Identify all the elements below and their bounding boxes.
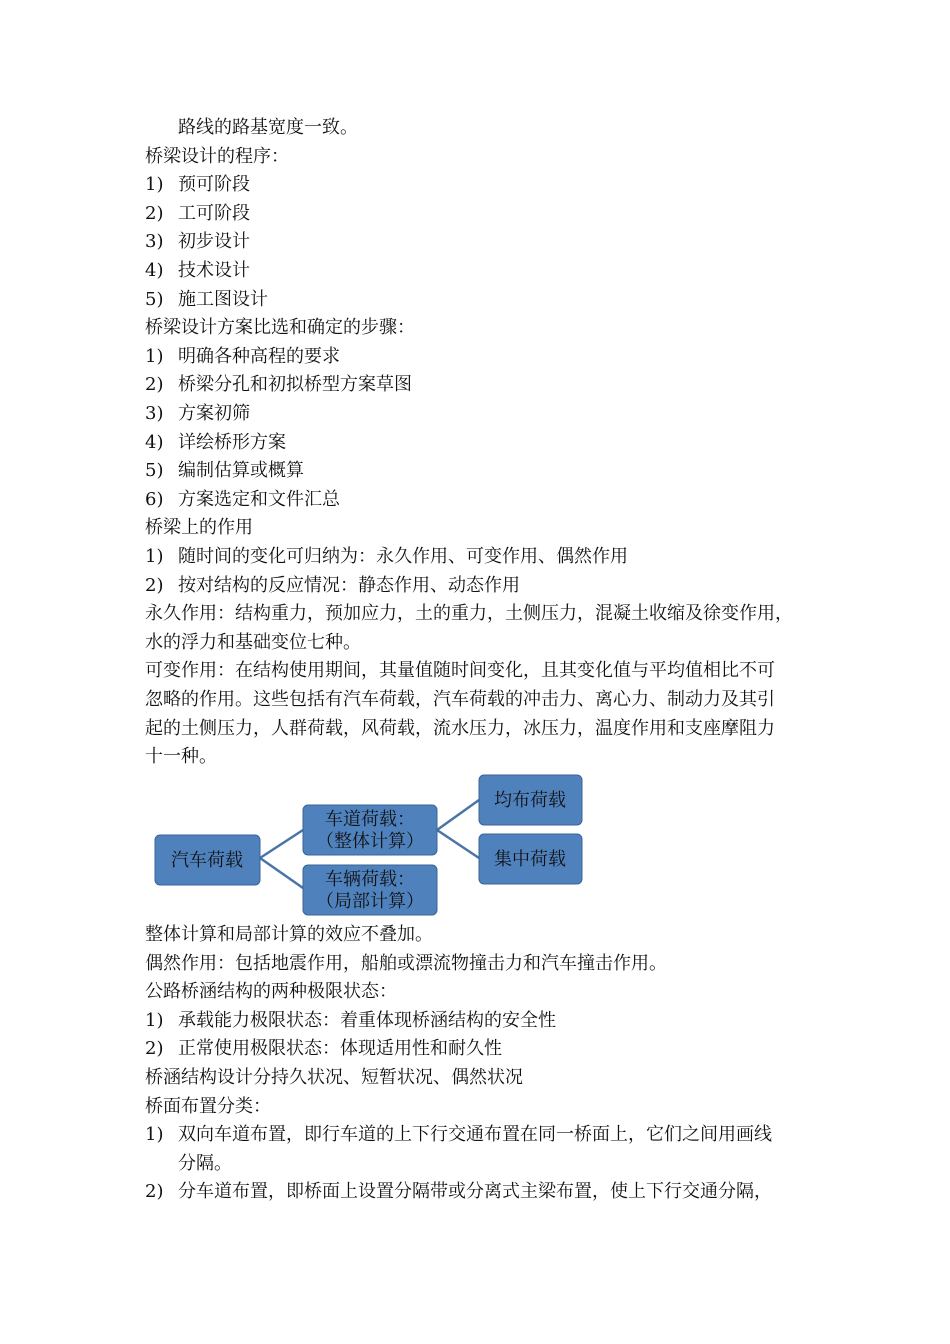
text-line — [145, 629, 810, 657]
list-item — [145, 286, 810, 314]
text-line — [145, 978, 810, 1006]
line-text: 桥涵结构设计分持久状况、短暂状况、偶然状况 — [145, 1067, 523, 1088]
line-text: 施工图设计 — [178, 288, 268, 310]
node-branch1 — [303, 805, 437, 855]
line-text: 双向车道布置，即行车道的上下行交通布置在同一桥面上，它们之间用画线 — [178, 1124, 772, 1146]
text-line — [145, 600, 810, 628]
node-root — [155, 835, 260, 885]
node-leaf2 — [479, 834, 582, 884]
list-number: 2) — [145, 1181, 164, 1203]
line-text: 详绘桥形方案 — [178, 431, 286, 453]
line-text: 承载能力极限状态：着重体现桥涵结构的安全性 — [178, 1009, 556, 1031]
list-number: 1) — [145, 546, 164, 567]
node-leaf1-label: 均布荷载 — [494, 790, 566, 811]
line-text: 忽略的作用。这些包括有汽车荷载，汽车荷载的冲击力、离心力、制动力及其引 — [145, 689, 775, 710]
line-text: 十一种。 — [145, 746, 217, 768]
list-number: 1) — [145, 174, 164, 196]
list-item — [145, 171, 810, 199]
line-text: 桥面布置分类： — [145, 1095, 271, 1117]
load-classification-diagram — [145, 770, 605, 920]
line-text: 桥梁设计的程序： — [145, 145, 289, 167]
line-text: 工可阶段 — [178, 202, 250, 224]
list-number: 1) — [145, 1124, 164, 1146]
line-text: 桥梁设计方案比选和确定的步骤： — [145, 317, 415, 339]
list-number: 3) — [145, 403, 164, 424]
text-line — [145, 715, 810, 743]
line-text: 预可阶段 — [178, 174, 250, 196]
line-text: 整体计算和局部计算的效应不叠加。 — [145, 924, 433, 945]
line-text: 公路桥涵结构的两种极限状态： — [145, 981, 397, 1003]
line-text: 分隔。 — [178, 1152, 232, 1174]
list-number: 1) — [145, 345, 164, 367]
node-root-label: 汽车荷载 — [171, 850, 243, 871]
list-item — [145, 228, 810, 256]
list-item — [145, 1121, 810, 1149]
connector-root-branch1 — [260, 830, 303, 858]
connector-branch1-leaf2 — [437, 830, 479, 858]
list-item — [145, 200, 810, 228]
line-text: 编制估算或概算 — [178, 460, 304, 482]
line-text: 分车道布置，即桥面上设置分隔带或分离式主梁布置，使上下行交通分隔， — [178, 1181, 772, 1203]
text-line — [145, 686, 810, 714]
line-text: 初步设计 — [178, 231, 250, 253]
list-item — [145, 343, 810, 371]
list-item — [145, 572, 810, 600]
text-line — [178, 114, 843, 142]
list-number: 4) — [145, 431, 164, 453]
list-number: 5) — [145, 288, 164, 310]
list-item — [145, 257, 810, 285]
list-number: 2) — [145, 202, 164, 224]
line-text: 桥梁上的作用 — [145, 517, 253, 539]
line-text: 起的土侧压力，人群荷载，风荷载，流水压力，冰压力，温度作用和支座摩阻力 — [145, 717, 775, 739]
line-text: 路线的路基宽度一致。 — [178, 117, 358, 138]
list-number: 1) — [145, 1009, 164, 1031]
node-leaf1 — [479, 775, 582, 825]
text-line — [145, 1064, 810, 1092]
line-text: 随时间的变化可归纳为：永久作用、可变作用、偶然作用 — [178, 546, 628, 567]
node-branch2-line2: （局部计算） — [316, 891, 424, 912]
text-line — [145, 314, 810, 342]
list-number: 3) — [145, 231, 164, 253]
node-branch2 — [303, 865, 437, 915]
line-text: 按对结构的反应情况：静态作用、动态作用 — [178, 574, 520, 596]
list-item — [145, 429, 810, 457]
node-branch2-line1: 车辆荷载： — [325, 869, 415, 890]
list-item — [145, 543, 810, 571]
text-line — [145, 950, 810, 978]
line-text: 正常使用极限状态：体现适用性和耐久性 — [178, 1038, 502, 1060]
line-text: 偶然作用：包括地震作用，船舶或漂流物撞击力和汽车撞击作用。 — [145, 952, 667, 974]
connector-branch1-leaf1 — [437, 800, 479, 830]
text-line — [145, 921, 810, 949]
text-line — [145, 657, 810, 685]
text-line — [145, 1093, 810, 1121]
node-leaf2-label: 集中荷载 — [494, 849, 566, 870]
list-item — [145, 1035, 810, 1063]
line-text: 方案选定和文件汇总 — [178, 488, 340, 510]
node-branch1-line2: （整体计算） — [316, 831, 424, 852]
line-text: 方案初筛 — [178, 403, 250, 424]
list-number: 2) — [145, 574, 164, 596]
list-item — [145, 1178, 810, 1206]
line-text: 永久作用：结构重力，预加应力，土的重力，土侧压力，混凝土收缩及徐变作用， — [145, 603, 793, 625]
list-number: 2) — [145, 1038, 164, 1060]
line-text: 技术设计 — [178, 260, 250, 281]
line-text: 可变作用：在结构使用期间，其量值随时间变化，且其变化值与平均值相比不可 — [145, 660, 775, 682]
list-item — [145, 400, 810, 428]
line-text: 明确各种高程的要求 — [178, 345, 340, 367]
list-number: 5) — [145, 460, 164, 482]
text-line — [145, 143, 810, 171]
list-item — [145, 486, 810, 514]
node-branch1-line1: 车道荷载： — [325, 809, 415, 830]
list-number: 6) — [145, 488, 164, 510]
text-line — [145, 514, 810, 542]
text-line — [145, 743, 810, 771]
line-text: 水的浮力和基础变位七种。 — [145, 631, 361, 653]
list-number: 2) — [145, 374, 164, 396]
text-line — [178, 1150, 843, 1178]
list-item — [145, 371, 810, 399]
line-text: 桥梁分孔和初拟桥型方案草图 — [178, 374, 412, 396]
list-item — [145, 1007, 810, 1035]
list-number: 4) — [145, 260, 164, 281]
connector-root-branch2 — [260, 858, 303, 888]
list-item — [145, 457, 810, 485]
